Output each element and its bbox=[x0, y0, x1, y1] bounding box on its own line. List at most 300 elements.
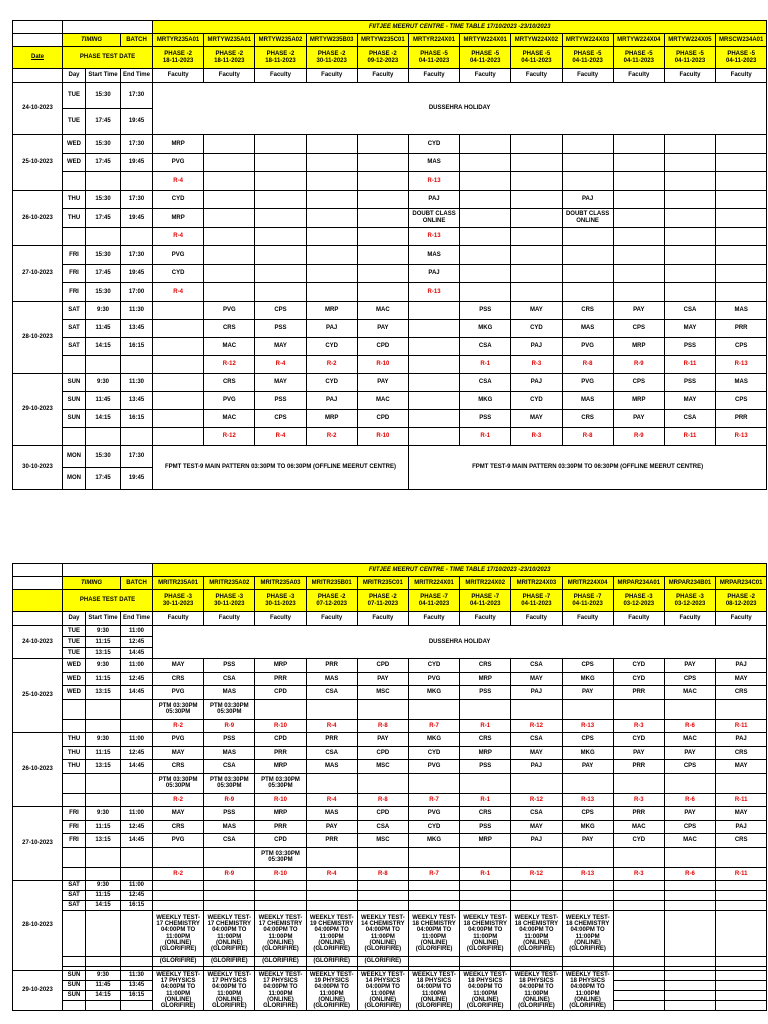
batch-code: MRSCW234A01 bbox=[716, 34, 767, 47]
start-time bbox=[86, 355, 121, 373]
timetable-bottom bbox=[12, 563, 767, 1011]
faculty-cell: CPS bbox=[255, 301, 306, 319]
faculty-cell: CRS bbox=[716, 686, 767, 700]
table-row bbox=[13, 337, 767, 355]
day-cell: SUN bbox=[63, 981, 86, 991]
faculty-cell: MAC bbox=[357, 301, 408, 319]
faculty-cell: R-3 bbox=[613, 719, 664, 733]
faculty-cell: PSS bbox=[204, 733, 255, 747]
faculty-cell: R-8 bbox=[357, 793, 408, 807]
start-time: 13:15 bbox=[86, 686, 121, 700]
start-time: 11:15 bbox=[86, 820, 121, 834]
faculty-cell bbox=[153, 355, 204, 373]
faculty-cell bbox=[306, 153, 357, 172]
faculty-cell: CPS bbox=[562, 807, 613, 821]
table-row bbox=[13, 21, 767, 34]
weekly-test-chemistry: WEEKLY TEST-18 CHEMISTRY 04:00PM TO 11:00PM (ONLINE) (GLORIFIRE) bbox=[460, 911, 511, 957]
start-time bbox=[86, 699, 121, 719]
faculty-cell: CPD bbox=[357, 659, 408, 673]
faculty-cell: MKG bbox=[562, 746, 613, 760]
end-time bbox=[121, 867, 153, 881]
faculty-cell: R-2 bbox=[153, 719, 204, 733]
table-row bbox=[13, 47, 767, 69]
faculty-cell: PTM 03:30PM 05:30PM bbox=[255, 773, 306, 793]
faculty-cell: R-1 bbox=[460, 427, 511, 445]
end-time-header: End Time bbox=[121, 612, 153, 626]
faculty-cell bbox=[153, 847, 204, 867]
faculty-cell: MAS bbox=[204, 746, 255, 760]
holiday-banner: DUSSEHRA HOLIDAY bbox=[153, 626, 767, 659]
faculty-cell bbox=[153, 391, 204, 409]
faculty-cell bbox=[408, 373, 459, 391]
faculty-cell bbox=[716, 699, 767, 719]
faculty-cell: MAY bbox=[664, 391, 715, 409]
faculty-cell: PSS bbox=[664, 373, 715, 391]
faculty-cell: R-6 bbox=[664, 867, 715, 881]
table-cell bbox=[664, 971, 715, 981]
table-cell bbox=[63, 1001, 86, 1011]
phase-date: PHASE -5 04-11-2023 bbox=[460, 47, 511, 69]
faculty-cell: MAS bbox=[306, 672, 357, 686]
faculty-cell bbox=[562, 264, 613, 283]
end-time: 17:00 bbox=[121, 283, 153, 302]
faculty-cell bbox=[664, 172, 715, 191]
day-cell: THU bbox=[63, 746, 86, 760]
batch-code: MRTYR224X01 bbox=[408, 34, 459, 47]
phase-date: PHASE -3 30-11-2023 bbox=[153, 590, 204, 612]
table-row bbox=[13, 891, 767, 901]
table-row bbox=[13, 672, 767, 686]
start-time: 17:45 bbox=[86, 153, 121, 172]
end-time bbox=[121, 427, 153, 445]
faculty-cell bbox=[511, 881, 562, 891]
day-header: Day bbox=[63, 612, 86, 626]
faculty-cell: CPD bbox=[255, 733, 306, 747]
faculty-cell bbox=[204, 172, 255, 191]
date-header bbox=[13, 590, 63, 612]
phase-date: PHASE -3 30-11-2023 bbox=[255, 590, 306, 612]
faculty-cell: PVG bbox=[204, 301, 255, 319]
faculty-cell: MSC bbox=[357, 834, 408, 848]
batch-code: MRTYW224X03 bbox=[562, 34, 613, 47]
start-time bbox=[86, 719, 121, 733]
start-time: 15:30 bbox=[86, 135, 121, 154]
start-time: 15:30 bbox=[86, 283, 121, 302]
faculty-cell: MAS bbox=[204, 686, 255, 700]
phase-date: PHASE -3 03-12-2023 bbox=[613, 590, 664, 612]
faculty-cell: CSA bbox=[306, 686, 357, 700]
faculty-cell bbox=[306, 891, 357, 901]
faculty-cell bbox=[716, 891, 767, 901]
faculty-cell bbox=[613, 283, 664, 302]
faculty-cell bbox=[357, 190, 408, 209]
faculty-cell: PAJ bbox=[716, 820, 767, 834]
faculty-cell: MAY bbox=[153, 659, 204, 673]
faculty-cell: CYD bbox=[153, 190, 204, 209]
faculty-cell: MAY bbox=[511, 820, 562, 834]
faculty-cell: MAY bbox=[511, 301, 562, 319]
faculty-cell bbox=[460, 891, 511, 901]
faculty-cell bbox=[153, 427, 204, 445]
faculty-cell: R-10 bbox=[255, 793, 306, 807]
faculty-cell bbox=[255, 153, 306, 172]
faculty-cell: MAS bbox=[306, 760, 357, 774]
faculty-cell bbox=[204, 891, 255, 901]
faculty-cell: CPD bbox=[357, 807, 408, 821]
faculty-cell bbox=[204, 283, 255, 302]
faculty-cell bbox=[664, 773, 715, 793]
batch-code: MRITR235A01 bbox=[153, 577, 204, 590]
end-time: 12:45 bbox=[121, 891, 153, 901]
weekly-test-chemistry: WEEKLY TEST-17 CHEMISTRY 04:00PM TO 11:00PM (ONLINE) (GLORIFIRE) bbox=[255, 911, 306, 957]
start-time bbox=[86, 427, 121, 445]
faculty-cell bbox=[613, 172, 664, 191]
faculty-cell: MKG bbox=[408, 834, 459, 848]
faculty-cell: R-12 bbox=[511, 719, 562, 733]
faculty-cell bbox=[204, 209, 255, 228]
table-row bbox=[13, 172, 767, 191]
start-time: 17:45 bbox=[86, 264, 121, 283]
table-row bbox=[13, 719, 767, 733]
faculty-cell bbox=[613, 901, 664, 911]
faculty-cell: MSC bbox=[357, 686, 408, 700]
faculty-header: Faculty bbox=[562, 612, 613, 626]
end-time: 17:30 bbox=[121, 246, 153, 265]
end-time bbox=[121, 773, 153, 793]
faculty-cell: R-13 bbox=[408, 283, 459, 302]
faculty-cell: R-2 bbox=[306, 427, 357, 445]
faculty-cell: MRP bbox=[460, 834, 511, 848]
batch-code: MRTYR235A01 bbox=[153, 34, 204, 47]
end-time: 12:45 bbox=[121, 672, 153, 686]
table-cell bbox=[86, 957, 121, 967]
faculty-cell: R-2 bbox=[153, 867, 204, 881]
faculty-cell bbox=[511, 190, 562, 209]
phase-date: PHASE -7 04-11-2023 bbox=[408, 590, 459, 612]
faculty-cell bbox=[357, 209, 408, 228]
day-cell: FRI bbox=[63, 283, 86, 302]
batch-code: MRITR224X01 bbox=[408, 577, 459, 590]
day-cell: WED bbox=[63, 659, 86, 673]
faculty-cell: PRR bbox=[306, 733, 357, 747]
batch-code: MRTYW224X05 bbox=[664, 34, 715, 47]
faculty-cell bbox=[716, 227, 767, 246]
end-time: 16:15 bbox=[121, 409, 153, 427]
table-row bbox=[13, 34, 767, 47]
table-row bbox=[13, 209, 767, 228]
weekly-test-physics: WEEKLY TEST-18 PHYSICS 04:00PM TO 11:00PM (ONLINE) (GLORIFIRE) bbox=[562, 971, 613, 1011]
faculty-cell bbox=[460, 227, 511, 246]
faculty-cell bbox=[255, 283, 306, 302]
batch-code: MRITR235C01 bbox=[357, 577, 408, 590]
faculty-cell bbox=[306, 135, 357, 154]
table-row bbox=[13, 301, 767, 319]
faculty-cell: PVG bbox=[408, 760, 459, 774]
end-time: 11:00 bbox=[121, 733, 153, 747]
table-cell bbox=[716, 911, 767, 957]
end-time: 13:45 bbox=[121, 981, 153, 991]
faculty-cell: PAY bbox=[562, 834, 613, 848]
faculty-header: Faculty bbox=[716, 69, 767, 83]
table-row bbox=[13, 391, 767, 409]
faculty-cell: R-2 bbox=[153, 793, 204, 807]
faculty-cell: R-3 bbox=[511, 355, 562, 373]
start-time: 11:15 bbox=[86, 746, 121, 760]
faculty-cell bbox=[562, 847, 613, 867]
end-time: 19:45 bbox=[121, 209, 153, 228]
faculty-cell: MAS bbox=[716, 301, 767, 319]
end-time-header: End Time bbox=[121, 69, 153, 83]
table-cell bbox=[613, 971, 664, 981]
faculty-cell: CSA bbox=[664, 301, 715, 319]
faculty-cell: CPS bbox=[664, 820, 715, 834]
faculty-cell: MKG bbox=[460, 391, 511, 409]
faculty-cell: CYD bbox=[511, 319, 562, 337]
batch-code: MRTYW224X04 bbox=[613, 34, 664, 47]
table-cell bbox=[13, 612, 63, 626]
table-row bbox=[13, 373, 767, 391]
faculty-cell: MRP bbox=[153, 135, 204, 154]
faculty-cell bbox=[306, 901, 357, 911]
start-time: 15:30 bbox=[86, 246, 121, 265]
table-row bbox=[13, 319, 767, 337]
faculty-cell: MAC bbox=[613, 820, 664, 834]
end-time: 16:15 bbox=[121, 991, 153, 1001]
faculty-cell: CPS bbox=[562, 659, 613, 673]
table-row bbox=[13, 445, 767, 467]
table-row bbox=[13, 83, 767, 109]
table-cell bbox=[664, 991, 715, 1001]
faculty-cell bbox=[306, 227, 357, 246]
day-cell: THU bbox=[63, 190, 86, 209]
faculty-cell bbox=[511, 283, 562, 302]
date-cell: 26-10-2023 bbox=[13, 733, 63, 807]
phase-date: PHASE -2 07-11-2023 bbox=[357, 590, 408, 612]
day-cell: THU bbox=[63, 733, 86, 747]
faculty-cell bbox=[716, 264, 767, 283]
faculty-cell: CRS bbox=[562, 301, 613, 319]
day-cell: SAT bbox=[63, 337, 86, 355]
faculty-cell: MRP bbox=[255, 659, 306, 673]
faculty-cell bbox=[357, 153, 408, 172]
day-cell: MON bbox=[63, 445, 86, 467]
table-cell bbox=[562, 957, 613, 967]
faculty-header: Faculty bbox=[255, 612, 306, 626]
day-cell: TUE bbox=[63, 109, 86, 135]
table-row bbox=[13, 626, 767, 637]
glorifire-label: (GLORIFIRE) bbox=[306, 957, 357, 967]
faculty-header: Faculty bbox=[613, 69, 664, 83]
faculty-cell: MKG bbox=[460, 319, 511, 337]
weekly-test-chemistry: WEEKLY TEST-17 CHEMISTRY 04:00PM TO 11:00PM (ONLINE) (GLORIFIRE) bbox=[153, 911, 204, 957]
table-cell bbox=[63, 564, 153, 577]
faculty-cell bbox=[716, 246, 767, 265]
sheet-title: FIITJEE MEERUT CENTRE - TIME TABLE 17/10/2023 -23/10/2023 bbox=[153, 21, 767, 34]
weekly-test-chemistry: WEEKLY TEST-18 CHEMISTRY 04:00PM TO 11:00PM (ONLINE) (GLORIFIRE) bbox=[562, 911, 613, 957]
faculty-cell: PVG bbox=[562, 337, 613, 355]
faculty-cell bbox=[613, 773, 664, 793]
faculty-cell bbox=[716, 901, 767, 911]
faculty-cell bbox=[306, 773, 357, 793]
table-row bbox=[13, 957, 767, 967]
faculty-cell: R-13 bbox=[716, 355, 767, 373]
faculty-cell: CRS bbox=[204, 373, 255, 391]
end-time bbox=[121, 227, 153, 246]
faculty-cell bbox=[255, 699, 306, 719]
phase-date: PHASE -5 04-11-2023 bbox=[562, 47, 613, 69]
faculty-cell bbox=[716, 135, 767, 154]
phase-date: PHASE -2 18-11-2023 bbox=[255, 47, 306, 69]
glorifire-label: (GLORIFIRE) bbox=[255, 957, 306, 967]
faculty-cell bbox=[460, 264, 511, 283]
date-cell: 25-10-2023 bbox=[13, 135, 63, 191]
table-row bbox=[13, 590, 767, 612]
faculty-cell: MAY bbox=[664, 319, 715, 337]
phase-date: PHASE -5 04-11-2023 bbox=[664, 47, 715, 69]
faculty-cell: CYD bbox=[613, 733, 664, 747]
phase-date: PHASE -3 30-11-2023 bbox=[204, 590, 255, 612]
faculty-cell: MAS bbox=[562, 319, 613, 337]
table-row bbox=[13, 135, 767, 154]
start-time: 15:30 bbox=[86, 445, 121, 467]
faculty-cell bbox=[562, 283, 613, 302]
end-time: 13:45 bbox=[121, 319, 153, 337]
faculty-cell: R-8 bbox=[357, 867, 408, 881]
table-cell bbox=[13, 577, 63, 590]
faculty-cell: MKG bbox=[408, 733, 459, 747]
batch-code: MRITR235B01 bbox=[306, 577, 357, 590]
faculty-cell: PVG bbox=[562, 373, 613, 391]
end-time: 13:45 bbox=[121, 391, 153, 409]
start-time: 15:30 bbox=[86, 190, 121, 209]
faculty-cell: MAS bbox=[204, 820, 255, 834]
day-cell bbox=[63, 793, 86, 807]
faculty-header: Faculty bbox=[460, 69, 511, 83]
date-header: Date bbox=[13, 47, 63, 69]
table-cell bbox=[63, 957, 86, 967]
faculty-cell bbox=[255, 881, 306, 891]
table-cell bbox=[613, 911, 664, 957]
table-row bbox=[13, 820, 767, 834]
faculty-cell: R-1 bbox=[460, 719, 511, 733]
weekly-test-physics: WEEKLY TEST-18 PHYSICS 04:00PM TO 11:00PM (ONLINE) (GLORIFIRE) bbox=[511, 971, 562, 1011]
fpmt-test-right: FPMT TEST-9 MAIN PATTERN 03:30PM TO 06:30PM (OFFLINE MEERUT CENTRE) bbox=[408, 445, 766, 489]
faculty-cell bbox=[511, 699, 562, 719]
faculty-cell: CYD bbox=[511, 391, 562, 409]
table-row bbox=[13, 911, 767, 957]
faculty-cell: PAY bbox=[357, 319, 408, 337]
table-cell bbox=[13, 34, 63, 47]
phase-test-date-header: PHASE TEST DATE bbox=[63, 590, 153, 612]
faculty-cell: MAC bbox=[664, 686, 715, 700]
faculty-cell: MAS bbox=[408, 246, 459, 265]
end-time: 16:15 bbox=[121, 337, 153, 355]
faculty-cell: R-4 bbox=[153, 227, 204, 246]
faculty-cell: PRR bbox=[613, 807, 664, 821]
table-row bbox=[13, 577, 767, 590]
faculty-cell: PSS bbox=[204, 659, 255, 673]
faculty-cell: PAJ bbox=[306, 391, 357, 409]
batch-code: MRITR224X03 bbox=[511, 577, 562, 590]
start-time: 9:30 bbox=[86, 659, 121, 673]
faculty-cell bbox=[306, 246, 357, 265]
faculty-cell: R-2 bbox=[306, 355, 357, 373]
table-row bbox=[13, 773, 767, 793]
faculty-cell: CPD bbox=[255, 686, 306, 700]
faculty-cell bbox=[204, 153, 255, 172]
table-row bbox=[13, 847, 767, 867]
batch-code: MRPAR234C01 bbox=[716, 577, 767, 590]
faculty-cell bbox=[204, 264, 255, 283]
faculty-cell: CPD bbox=[357, 746, 408, 760]
faculty-cell: PRR bbox=[255, 746, 306, 760]
faculty-cell: R-10 bbox=[357, 355, 408, 373]
faculty-cell: CPS bbox=[716, 391, 767, 409]
weekly-test-chemistry: WEEKLY TEST-18 CHEMISTRY 04:00PM TO 11:00PM (ONLINE) (GLORIFIRE) bbox=[408, 911, 459, 957]
day-cell: SUN bbox=[63, 373, 86, 391]
table-row bbox=[13, 834, 767, 848]
faculty-cell bbox=[664, 283, 715, 302]
weekly-test-physics: WEEKLY TEST-19 PHYSICS 04:00PM TO 11:00PM (ONLINE) (GLORIFIRE) bbox=[306, 971, 357, 1011]
faculty-cell: PAY bbox=[613, 409, 664, 427]
start-time: 9:30 bbox=[86, 881, 121, 891]
faculty-cell bbox=[255, 172, 306, 191]
faculty-cell bbox=[153, 337, 204, 355]
faculty-cell: R-11 bbox=[664, 355, 715, 373]
faculty-cell: MRP bbox=[153, 209, 204, 228]
faculty-cell bbox=[511, 172, 562, 191]
faculty-cell: PAY bbox=[613, 746, 664, 760]
end-time: 11:00 bbox=[121, 659, 153, 673]
faculty-cell: PRR bbox=[613, 760, 664, 774]
end-time: 17:30 bbox=[121, 135, 153, 154]
faculty-cell bbox=[408, 847, 459, 867]
faculty-header: Faculty bbox=[408, 612, 459, 626]
faculty-cell bbox=[664, 891, 715, 901]
end-time bbox=[121, 719, 153, 733]
faculty-cell: MRP bbox=[613, 337, 664, 355]
table-row bbox=[13, 686, 767, 700]
date-cell: 27-10-2023 bbox=[13, 246, 63, 302]
batch-code: MRTYW235B03 bbox=[306, 34, 357, 47]
start-time: 9:30 bbox=[86, 971, 121, 981]
phase-date: PHASE -3 03-12-2023 bbox=[664, 590, 715, 612]
faculty-cell bbox=[562, 153, 613, 172]
faculty-cell: R-1 bbox=[460, 867, 511, 881]
batch-code: MRTYW224X01 bbox=[460, 34, 511, 47]
faculty-cell: PTM 03:30PM 05:30PM bbox=[153, 699, 204, 719]
faculty-cell: R-7 bbox=[408, 719, 459, 733]
faculty-cell bbox=[153, 881, 204, 891]
table-cell bbox=[716, 1001, 767, 1011]
faculty-cell bbox=[562, 227, 613, 246]
faculty-cell bbox=[408, 391, 459, 409]
end-time: 17:30 bbox=[121, 190, 153, 209]
table-cell bbox=[664, 1001, 715, 1011]
end-time: 12:45 bbox=[121, 637, 153, 648]
table-cell bbox=[664, 911, 715, 957]
faculty-cell bbox=[460, 190, 511, 209]
table-cell bbox=[121, 957, 153, 967]
phase-date: PHASE -5 04-11-2023 bbox=[613, 47, 664, 69]
table-row bbox=[13, 881, 767, 891]
faculty-header: Faculty bbox=[204, 69, 255, 83]
faculty-cell bbox=[408, 891, 459, 901]
start-time: 14:15 bbox=[86, 337, 121, 355]
faculty-cell bbox=[613, 209, 664, 228]
faculty-cell: CPS bbox=[562, 733, 613, 747]
start-time: 11:15 bbox=[86, 672, 121, 686]
